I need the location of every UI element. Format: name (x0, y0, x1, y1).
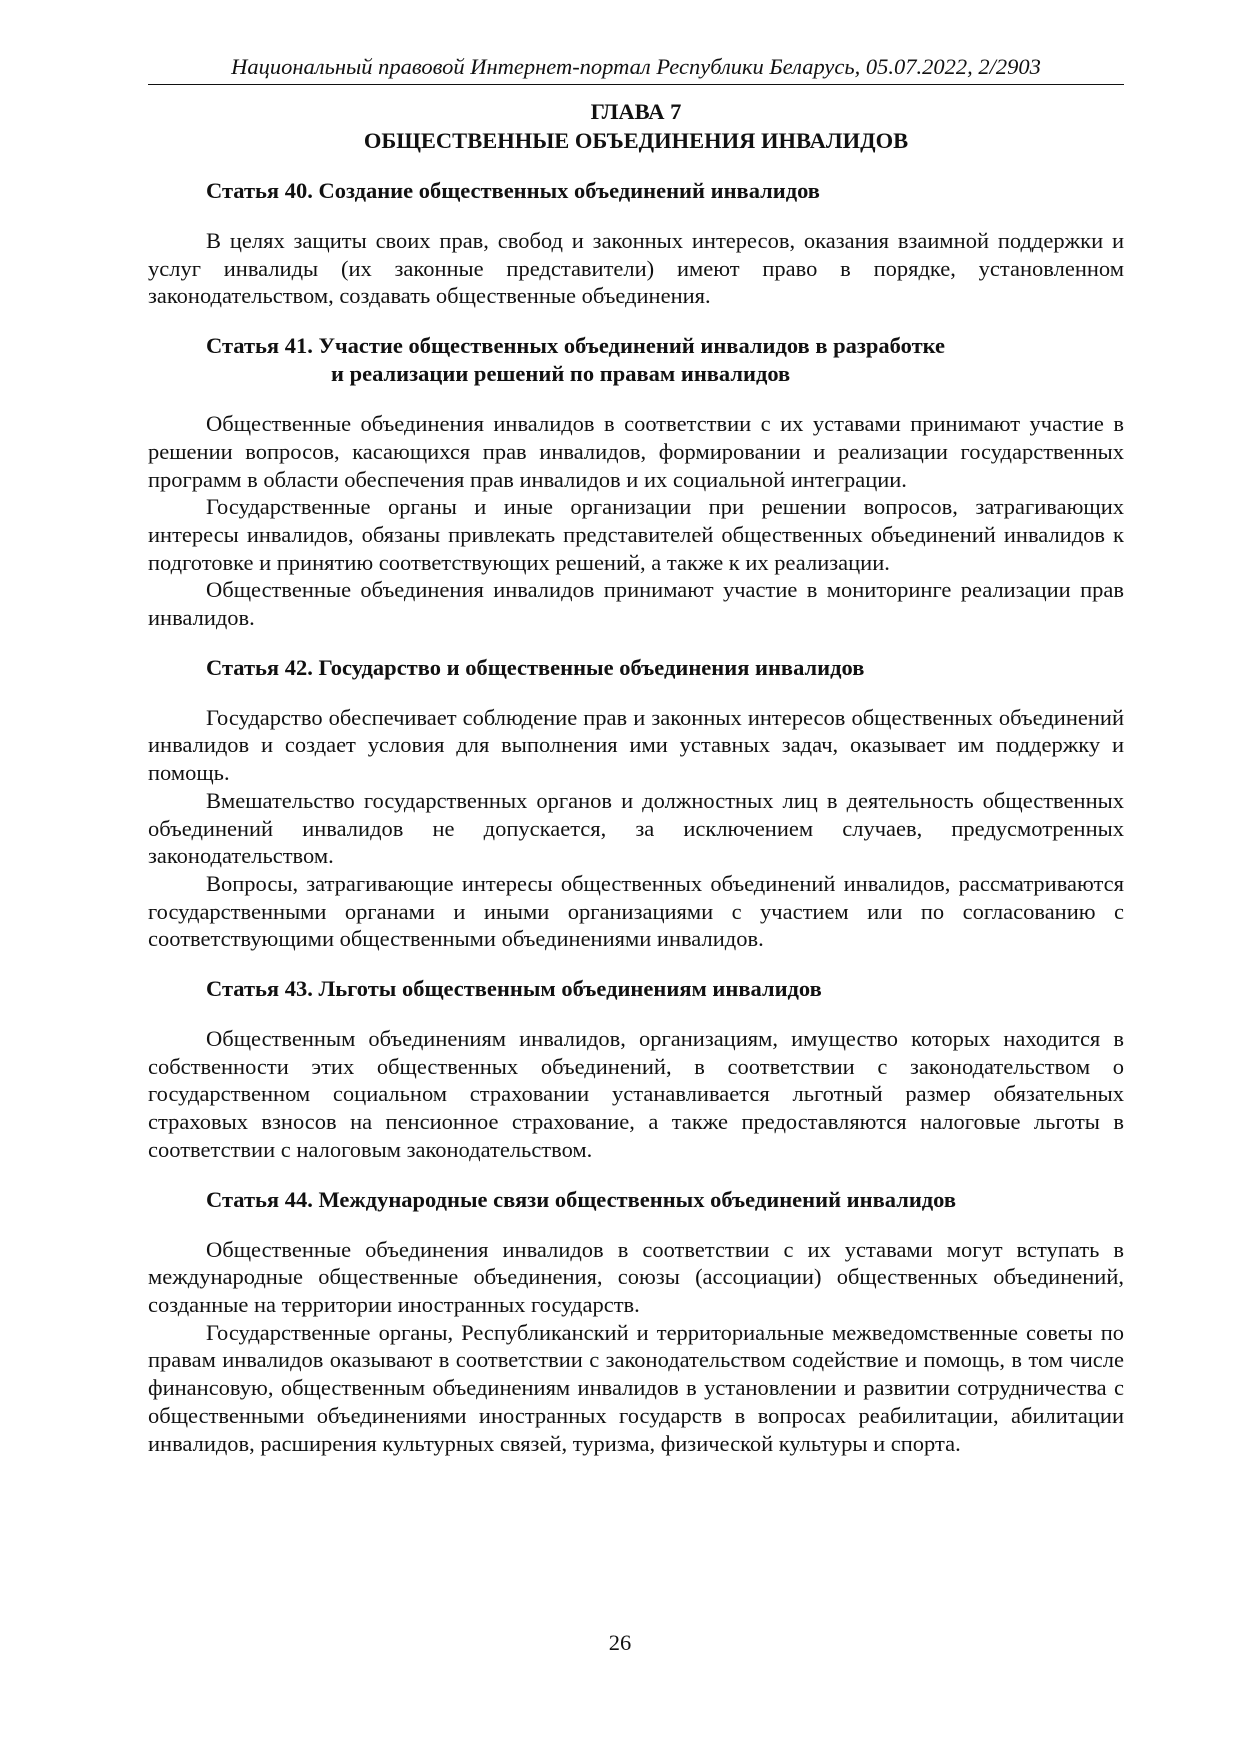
article-title (148, 332, 1124, 388)
article-title-line2: и реализации решений по правам инвалидов (331, 361, 791, 387)
chapter-number: ГЛАВА 7 (590, 99, 682, 124)
article-paragraph: Вопросы, затрагивающие интересы общественных объединений инвалидов, рассматриваются государственными органами и иными организациями с участием или по согласованию с соответствующими общественными объединениями инвалидов. (148, 870, 1124, 952)
article-paragraph: Государственные органы, Республиканский и территориальные межведомственные советы по правам инвалидов оказывают в соответствии с законодательством содействие и помощь, в том числе финансовую, общественным объединениям инвалидов в установлении и развитии сотрудничества с общественными объединениями иностранных государств в вопросах реабилитации, абилитации инвалидов, расширения культурных связей, туризма, физической культуры и спорта. (148, 1319, 1124, 1456)
article-44 (148, 1186, 1124, 1458)
page-header: Национальный правовой Интернет-портал Республики Беларусь, 05.07.2022, 2/2903 (148, 52, 1124, 85)
article-43 (148, 975, 1124, 1164)
article-paragraph: Общественные объединения инвалидов принимают участие в мониторинге реализации прав инвалидов. (148, 577, 1124, 631)
article-title: Статья 44. Международные связи общественных объединений инвалидов (206, 1186, 957, 1212)
article-41 (148, 332, 1124, 632)
article-title-line1: Статья 41. Участие общественных объединений инвалидов в разработке (206, 333, 946, 359)
page-number: 26 (608, 1630, 632, 1655)
article-paragraph: Общественные объединения инвалидов в соответствии с их уставами принимают участие в решении вопросов, касающихся прав инвалидов, формировании и реализации государственных программ в области обеспечения прав инвалидов и их социальной интеграции. (148, 411, 1124, 492)
article-title: Статья 42. Государство и общественные объединения инвалидов (206, 654, 865, 680)
article-paragraph: Вмешательство государственных органов и должностных лиц в деятельность общественных объединений инвалидов не допускается, за исключением случаев, предусмотренных законодательством. (148, 787, 1124, 869)
chapter-heading (148, 97, 1124, 155)
article-paragraph: В целях защиты своих прав, свобод и законных интересов, оказания взаимной поддержки и услуг инвалиды (их законные представители) имеют право в порядке, установленном законодательством, создавать общественные объединения. (148, 228, 1124, 309)
document-page (148, 52, 1124, 1457)
article-title: Статья 43. Льготы общественным объединениям инвалидов (206, 976, 822, 1002)
article-paragraph: Общественным объединениям инвалидов, организациям, имущество которых находится в собственности этих общественных объединений, в соответствии с законодательством о государственном социальном страховании устанавливается льготный размер обязательных страховых взносов на пенсионное страхование, а также предоставляются налоговые льготы в соответствии с налоговым законодательством. (148, 1026, 1124, 1162)
article-paragraph: Государство обеспечивает соблюдение прав и законных интересов общественных объединений инвалидов и создает условия для выполнения ими уставных задач, оказывает им поддержку и помощь. (148, 704, 1124, 786)
article-paragraph: Общественные объединения инвалидов в соответствии с их уставами могут вступать в международные общественные объединения, союзы (ассоциации) общественных объединений, созданные на территории иностранных государств. (148, 1236, 1124, 1317)
article-paragraph: Государственные органы и иные организации при решении вопросов, затрагивающих интересы инвалидов, обязаны привлекать представителей общественных объединений инвалидов к подготовке и принятию соответствующих решений, а также к их реализации. (148, 494, 1124, 575)
article-40 (148, 177, 1124, 310)
article-42 (148, 654, 1124, 953)
chapter-title: ОБЩЕСТВЕННЫЕ ОБЪЕДИНЕНИЯ ИНВАЛИДОВ (363, 128, 909, 153)
article-title: Статья 40. Создание общественных объединений инвалидов (206, 178, 820, 203)
